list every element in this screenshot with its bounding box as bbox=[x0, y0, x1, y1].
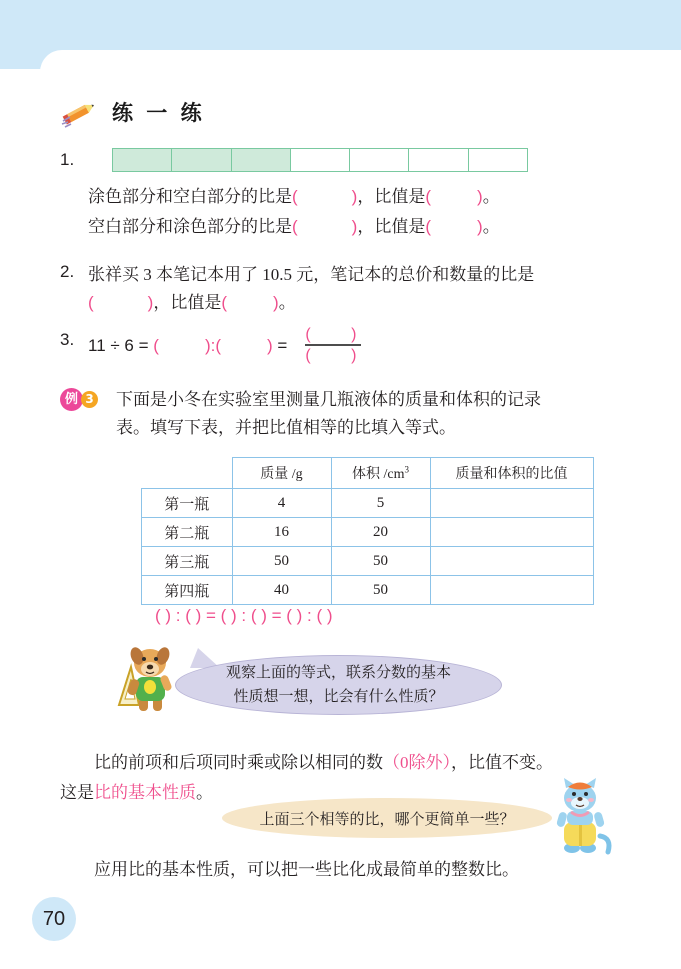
volume-unit-superscript: 3 bbox=[404, 464, 409, 475]
exercise-1-line-2-prefix: 空白部分和涂色部分的比是 bbox=[88, 217, 292, 236]
table-row-label: 第一瓶 bbox=[142, 489, 233, 518]
strip-cell-empty bbox=[408, 148, 468, 172]
final-paragraph bbox=[60, 856, 630, 884]
example-badge bbox=[60, 388, 106, 410]
answer-blank-3a[interactable]: ( ) bbox=[153, 336, 211, 356]
example-3-block bbox=[60, 386, 620, 442]
table-cell-ratio[interactable] bbox=[430, 489, 593, 518]
table-cell-ratio[interactable] bbox=[430, 518, 593, 547]
dog-character bbox=[115, 643, 185, 715]
table-row bbox=[142, 489, 594, 518]
exercise-3-left-expression: 11 ÷ 6 = bbox=[88, 336, 154, 356]
exercise-1-line-1 bbox=[88, 182, 500, 212]
ratio-equation-row[interactable]: ( ) : ( ) = ( ) : ( ) = ( ) : ( ) bbox=[155, 606, 333, 625]
strip-cell-empty bbox=[468, 148, 528, 172]
table-corner-cell bbox=[142, 458, 233, 489]
dog-bubble-line-2: 性质想一想，比会有什么性质？ bbox=[233, 689, 444, 705]
table-cell-volume: 50 bbox=[331, 547, 430, 576]
table-cell-volume: 50 bbox=[331, 576, 430, 605]
example-3-text-line-1: 下面是小冬在实验室里测量几瓶液体的质量和体积的记录 bbox=[116, 390, 541, 409]
exercise-2-line-1: 张祥买 3 本笔记本用了 10.5 元，笔记本的总价和数量的比是 bbox=[88, 265, 535, 284]
answer-blank-2a[interactable]: ( ) bbox=[88, 293, 154, 312]
answer-blank-1b[interactable]: ( ) bbox=[425, 187, 483, 206]
top-decorative-band bbox=[0, 0, 681, 69]
cat-speech-bubble bbox=[222, 798, 552, 838]
table-header-volume-text: 体积 /cm bbox=[352, 467, 405, 482]
table-header-row bbox=[142, 458, 594, 489]
fraction-numerator: ( ) bbox=[305, 326, 375, 343]
exercise-1-line-2 bbox=[88, 212, 500, 242]
exercise-2-line-2-suffix: 。 bbox=[278, 293, 296, 312]
section-header bbox=[60, 96, 215, 130]
table-row bbox=[142, 547, 594, 576]
ratio-colon-1: : bbox=[210, 336, 216, 356]
top-band-rounded-cutout bbox=[40, 50, 681, 80]
dog-bubble-line-1: 观察上面的等式，联系分数的基本 bbox=[225, 665, 451, 681]
table-header-volume bbox=[331, 458, 430, 489]
table-cell-mass: 50 bbox=[232, 547, 331, 576]
measurement-table bbox=[141, 457, 594, 605]
property-part-4: 。 bbox=[196, 783, 213, 802]
table-row-label: 第四瓶 bbox=[142, 576, 233, 605]
table-cell-volume: 5 bbox=[331, 489, 430, 518]
table-cell-ratio[interactable] bbox=[430, 547, 593, 576]
strip-cell-empty bbox=[349, 148, 409, 172]
exercise-3-number: 3. bbox=[60, 330, 75, 349]
exercise-2-line-2 bbox=[88, 288, 296, 318]
fraction-strip-diagram bbox=[112, 148, 528, 172]
exercise-3-equals: = bbox=[277, 336, 288, 356]
table-header-mass: 质量 /g bbox=[232, 458, 331, 489]
example-badge-number: 3 bbox=[81, 391, 98, 408]
property-part-1: 比的前项和后项同时乘或除以相同的数 bbox=[94, 753, 383, 772]
answer-blank-3b[interactable]: ( ) bbox=[215, 336, 273, 356]
strip-cell-filled bbox=[171, 148, 231, 172]
table-row-label: 第二瓶 bbox=[142, 518, 233, 547]
exercise-1-number: 1. bbox=[60, 150, 75, 169]
answer-blank-1d[interactable]: ( ) bbox=[425, 217, 483, 236]
property-part-3: 这是 bbox=[60, 783, 94, 802]
exercise-2-line-2-middle: ，比值是 bbox=[153, 293, 222, 312]
table-row-label: 第三瓶 bbox=[142, 547, 233, 576]
exercise-3-expression bbox=[88, 328, 374, 366]
cat-character bbox=[550, 778, 612, 856]
final-paragraph-text: 应用比的基本性质，可以把一些比化成最简单的整数比。 bbox=[94, 860, 519, 879]
fraction-bar bbox=[305, 344, 361, 346]
table-header-ratio: 质量和体积的比值 bbox=[430, 458, 593, 489]
strip-cell-filled bbox=[231, 148, 291, 172]
answer-blank-2b[interactable]: ( ) bbox=[221, 293, 279, 312]
strip-cell-empty bbox=[290, 148, 350, 172]
exercise-1-line-2-suffix: 。 bbox=[482, 217, 500, 236]
table-cell-mass: 4 bbox=[232, 489, 331, 518]
dog-speech-bubble bbox=[175, 655, 502, 715]
property-highlight-zero-excluded: （0除外） bbox=[383, 753, 451, 772]
cat-bubble-text: 上面三个相等的比，哪个更简单一些？ bbox=[259, 811, 515, 828]
table-cell-mass: 40 bbox=[232, 576, 331, 605]
property-part-2: ，比值不变。 bbox=[451, 753, 553, 772]
exercise-1-line-1-suffix: 。 bbox=[482, 187, 500, 206]
table-cell-ratio[interactable] bbox=[430, 576, 593, 605]
table-cell-volume: 20 bbox=[331, 518, 430, 547]
table-row bbox=[142, 576, 594, 605]
example-3-text bbox=[116, 386, 620, 442]
table-row bbox=[142, 518, 594, 547]
answer-blank-1a[interactable]: ( ) bbox=[292, 187, 358, 206]
page-number: 70 bbox=[32, 897, 76, 941]
fraction-denominator: ( ) bbox=[305, 346, 375, 364]
section-title: 练 一 练 bbox=[104, 99, 215, 128]
answer-blank-1c[interactable]: ( ) bbox=[292, 217, 358, 236]
exercise-2-number: 2. bbox=[60, 262, 75, 281]
exercise-1-line-1-prefix: 涂色部分和空白部分的比是 bbox=[88, 187, 292, 206]
exercise-1-line-2-middle: ，比值是 bbox=[357, 217, 426, 236]
example-3-text-line-2: 表。填写下表，并把比值相等的比填入等式。 bbox=[116, 418, 456, 437]
exercise-1-line-1-middle: ，比值是 bbox=[357, 187, 426, 206]
property-highlight-name: 比的基本性质 bbox=[94, 783, 196, 802]
pencil-icon bbox=[60, 97, 100, 129]
table-cell-mass: 16 bbox=[232, 518, 331, 547]
example-badge-label: 例 bbox=[60, 388, 83, 411]
strip-cell-filled bbox=[112, 148, 172, 172]
answer-fraction-3[interactable] bbox=[291, 326, 374, 364]
